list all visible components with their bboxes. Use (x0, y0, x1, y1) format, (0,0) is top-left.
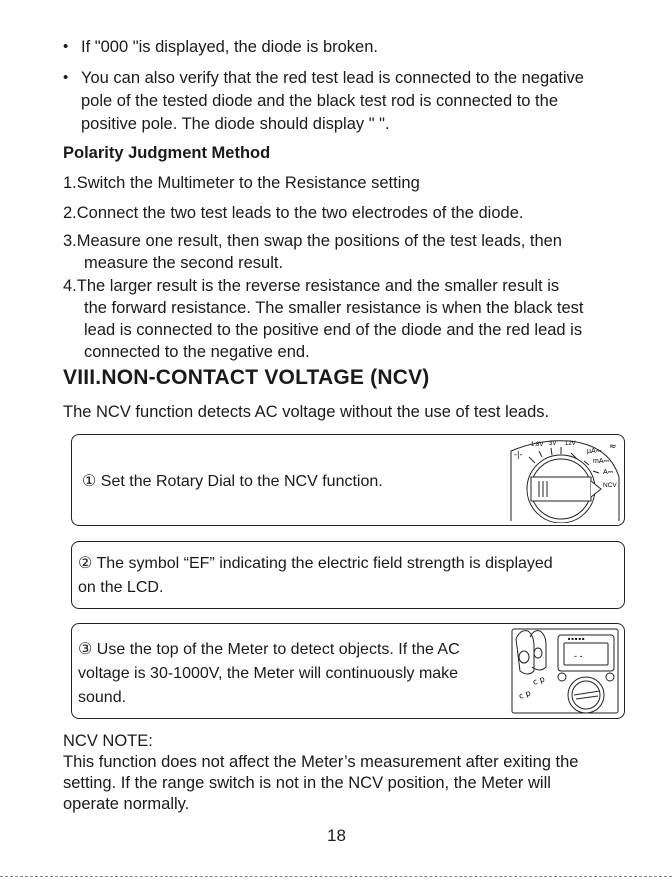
section-heading: Polarity Judgment Method (63, 144, 271, 162)
section-intro: The NCV function detects AC voltage without the use of test leads. (63, 403, 550, 421)
rotary-dial-icon (509, 437, 621, 523)
instruction-text: sound. (78, 689, 127, 706)
step-line: 3.Measure one result, then swap the positions of the test leads, then (63, 232, 562, 250)
dial-label: NCV (603, 482, 617, 489)
svg-text:≈: ≈ (609, 442, 617, 452)
bullet-line: positive pole. The diode should display " ". (81, 115, 390, 133)
bullet-line: You can also verify that the red test lead is connected to the negative (81, 69, 584, 87)
note-line: This function does not affect the Meter’s measurement after exiting the (63, 753, 579, 771)
note-line: operate normally. (63, 795, 190, 813)
rotary-dial-illustration (509, 437, 621, 523)
page-title: VIII.NON-CONTACT VOLTAGE (NCV) (63, 366, 430, 389)
dial-label: 12V (565, 441, 576, 447)
dial-label: mA⎓ (593, 458, 610, 465)
step-line: measure the second result. (84, 254, 284, 272)
page-bottom-rule (0, 876, 672, 877)
meter-illustration (510, 627, 620, 715)
instruction-box-3 (71, 623, 625, 719)
note-title: NCV NOTE: (63, 732, 153, 750)
step-line: connected to the negative end. (84, 343, 310, 361)
dial-label: 3V (549, 441, 557, 447)
svg-text:-|‑: -|‑ (514, 450, 523, 459)
step-line: lead is connected to the positive end of the diode and the red lead is (84, 321, 583, 339)
lcd-dashes: - - (574, 651, 583, 661)
svg-text:с р: с р (517, 688, 532, 701)
bullet-marker: • (63, 38, 69, 55)
bullet-line: If "000 "is displayed, the diode is broken. (81, 38, 378, 56)
instruction-box-1 (71, 434, 625, 526)
note-line: setting. If the range switch is not in the NCV position, the Meter will (63, 774, 551, 792)
step-line: 1.Switch the Multimeter to the Resistance setting (63, 174, 420, 192)
instruction-box-2 (71, 541, 625, 609)
bullet-marker: • (63, 69, 69, 86)
step-line: 2.Connect the two test leads to the two electrodes of the diode. (63, 204, 524, 222)
instruction-text: ② The symbol “EF” indicating the electric field strength is displayed (78, 555, 553, 572)
step-line: the forward resistance. The smaller resistance is when the black test (84, 299, 584, 317)
svg-text:■ ■ ■ ■ ■: ■ ■ ■ ■ ■ (568, 636, 585, 641)
instruction-text: ③ Use the top of the Meter to detect objects. If the AC (78, 641, 460, 658)
instruction-text: on the LCD. (78, 579, 164, 596)
multimeter-icon (510, 627, 620, 715)
svg-text:с р: с р (531, 674, 546, 687)
step-line: 4.The larger result is the reverse resistance and the smaller result is (63, 277, 560, 295)
dial-label: 1.8V (531, 442, 544, 448)
dial-label: µA⎓ (587, 448, 602, 455)
page-number: 18 (327, 826, 346, 845)
dial-label: A⎓ (603, 469, 614, 476)
instruction-text: voltage is 30-1000V, the Meter will continuously make (78, 665, 459, 682)
instruction-text: ① Set the Rotary Dial to the NCV function. (82, 473, 383, 490)
bullet-line: pole of the tested diode and the black test rod is connected to the (81, 92, 558, 110)
